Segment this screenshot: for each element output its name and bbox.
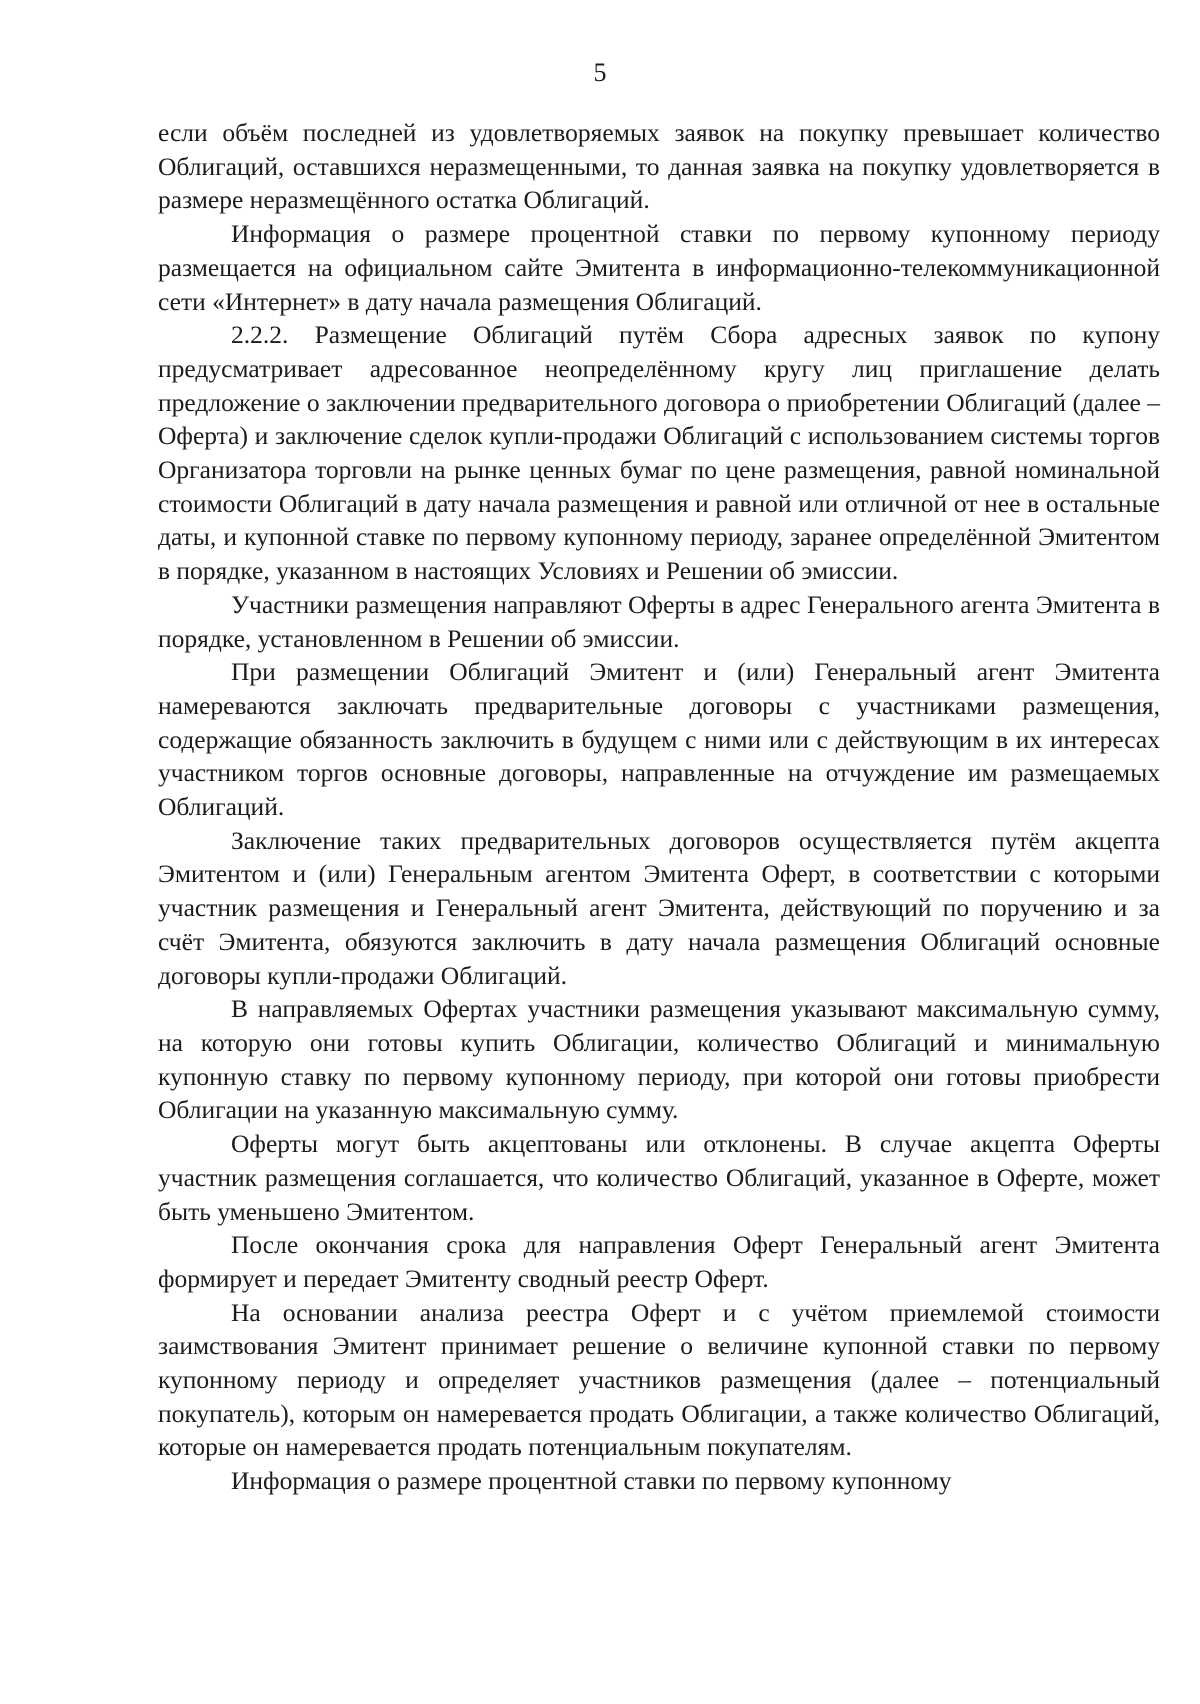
page-number: 5 xyxy=(593,58,607,87)
body-text xyxy=(158,116,1160,1498)
paragraph-continuation: если объём последней из удовлетворяемых заявок на покупку превышает количество Облигаций, оставшихся неразмещенными, то данная заявка на покупку удовлетворяется в размере неразмещённого остатка Облигаций. xyxy=(158,118,1160,215)
paragraph: Заключение таких предварительных договоров осуществляется путём акцепта Эмитентом и (или) Генеральным агентом Эмитента Оферт, в соответствии с которыми участник размещения и Генеральный агент Эмитента, действующий по поручению и за счёт Эмитента, обязуются заключить в дату начала размещения Облигаций основные договоры купли-продажи Облигаций. xyxy=(158,825,1160,990)
paragraph-truncated: Информация о размере процентной ставки по первому купонному xyxy=(231,1466,952,1496)
paragraph: После окончания срока для направления Оферт Генеральный агент Эмитента формирует и передает Эмитенту сводный реестр Оферт. xyxy=(158,1230,1160,1293)
paragraph: При размещении Облигаций Эмитент и (или) Генеральный агент Эмитента намереваются заключать предварительные договоры с участниками размещения, содержащие обязанность заключить в будущем с ними или с действующим в их интересах участником торгов основные договоры, направленные на отчуждение им размещаемых Облигаций. xyxy=(158,657,1160,822)
paragraph: Оферты могут быть акцептованы или отклонены. В случае акцепта Оферты участник размещения соглашается, что количество Облигаций, указанное в Оферте, может быть уменьшено Эмитентом. xyxy=(158,1129,1160,1226)
paragraph-2-2-2: 2.2.2. Размещение Облигаций путём Сбора адресных заявок по купону предусматривает адресованное неопределённому кругу лиц приглашение делать предложение о заключении предварительного договора о приобретении Облигаций (далее – Оферта) и заключение сделок купли-продажи Облигаций с использованием системы торгов Организатора торговли на рынке ценных бумаг по цене размещения, равной номинальной стоимости Облигаций в дату начала размещения и равной или отличной от нее в остальные даты, и купонной ставке по первому купонному периоду, заранее определённой Эмитентом в порядке, указанном в настоящих Условиях и Решении об эмиссии. xyxy=(158,320,1160,586)
paragraph: В направляемых Офертах участники размещения указывают максимальную сумму, на которую они готовы купить Облигации, количество Облигаций и минимальную купонную ставку по первому купонному периоду, при которой они готовы приобрести Облигации на указанную максимальную сумму. xyxy=(158,994,1160,1125)
paragraph: На основании анализа реестра Оферт и с учётом приемлемой стоимости заимствования Эмитент принимает решение о величине купонной ставки по первому купонному периоду и определяет участников размещения (далее – потенциальный покупатель), которым он намеревается продать Облигации, а также количество Облигаций, которые он намеревается продать потенциальным покупателям. xyxy=(158,1297,1160,1462)
paragraph: Участники размещения направляют Оферты в адрес Генерального агента Эмитента в порядке, установленном в Решении об эмиссии. xyxy=(158,589,1160,653)
paragraph: Информация о размере процентной ставки по первому купонному периоду размещается на официальном сайте Эмитента в информационно-телекоммуникационной сети «Интернет» в дату начала размещения Облигаций. xyxy=(158,219,1160,316)
